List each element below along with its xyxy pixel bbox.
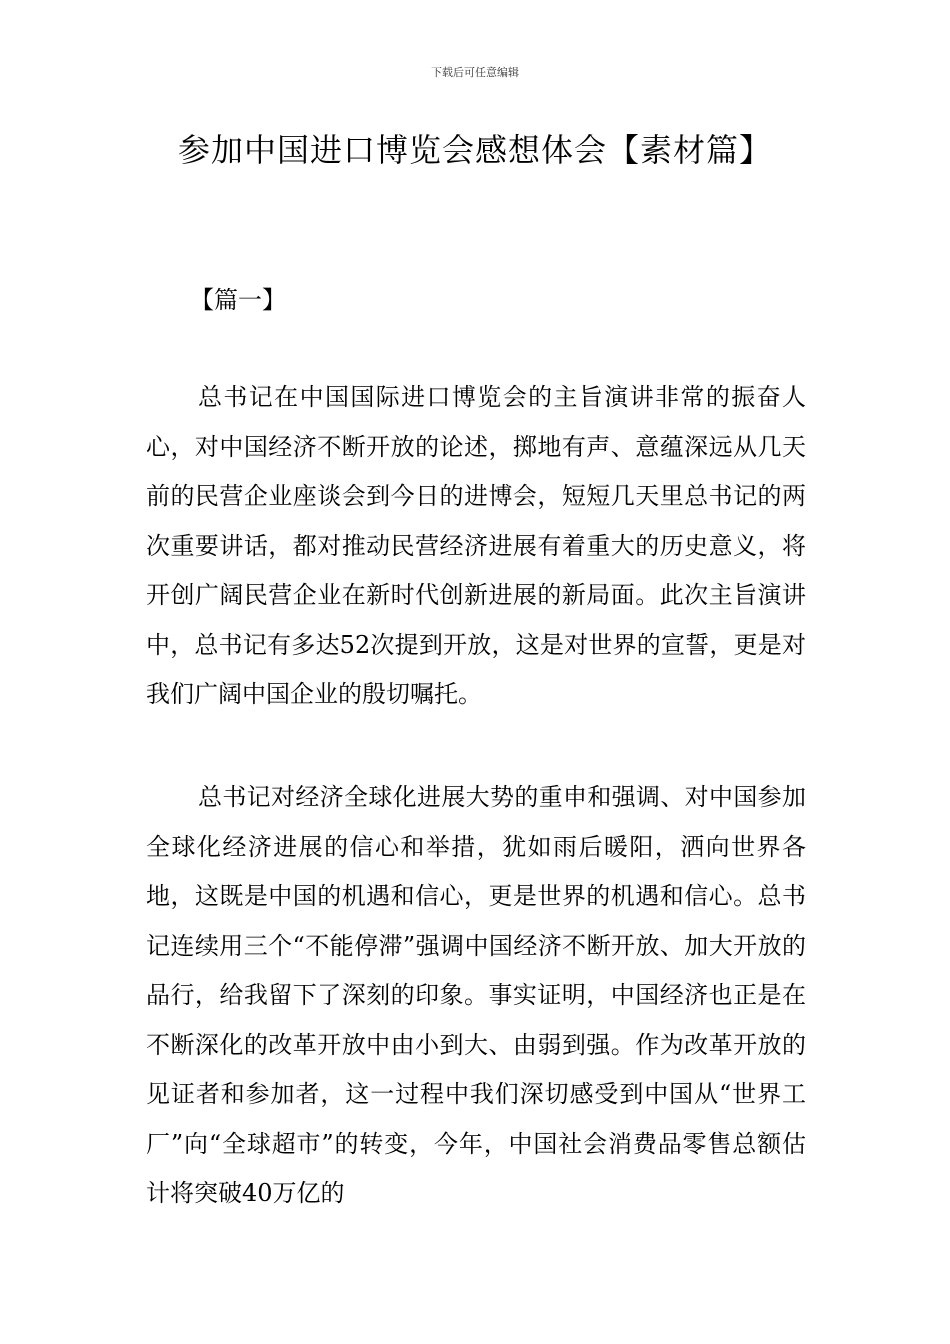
paragraph-2: 总书记对经济全球化进展大势的重申和强调、对中国参加全球化经济进展的信心和举措，犹如雨后暖阳，洒向世界各地，这既是中国的机遇和信心，更是世界的机遇和信心。总书记连续用三个“不能停滞”强调中国经济不断开放、加大开放的品行，给我留下了深刻的印象。事实证明，中国经济也正是在不断深化的改革开放中由小到大、由弱到强。作为改革开放的见证者和参加者，这一过程中我们深切感受到中国从“世界工厂”向“全球超市”的转变，今年，中国社会消费品零售总额估计将突破40万亿的 [146,783,806,1207]
section-label: 【篇一】 [190,286,286,314]
header-note: 下载后可任意编辑 [431,66,519,79]
paragraph-1: 总书记在中国国际进口博览会的主旨演讲非常的振奋人心，对中国经济不断开放的论述，掷地有声、意蕴深远从几天前的民营企业座谈会到今日的进博会，短短几天里总书记的两次重要讲话，都对推动民营经济进展有着重大的历史意义，将开创广阔民营企业在新时代创新进展的新局面。此次主旨演讲中，总书记有多达52次提到开放，这是对世界的宣誓，更是对我们广阔中国企业的殷切嘱托。 [146,383,806,708]
document-title: 参加中国进口博览会感想体会【素材篇】 [177,131,772,169]
